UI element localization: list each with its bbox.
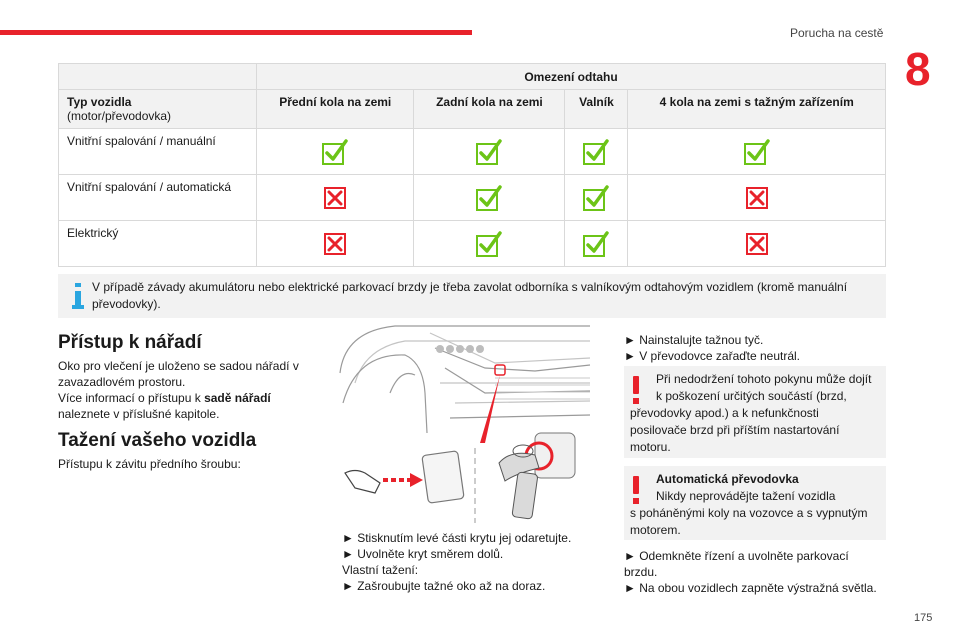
column-header: 4 kola na zemi s tažným zařízením: [628, 90, 886, 129]
tools-line: [58, 390, 328, 406]
check-icon: [322, 139, 348, 165]
info-note: [58, 274, 886, 318]
towing-restrictions-table: [58, 63, 886, 267]
table-row: [59, 221, 886, 267]
mark-cell: [257, 129, 414, 175]
mark-cell: [565, 175, 628, 221]
towing-heading: Tažení vašeho vozidla: [58, 430, 257, 451]
cross-icon: [744, 231, 770, 257]
warning-line: Nikdy neprovádějte tažení vozidla: [656, 489, 836, 503]
right-steps: [624, 332, 886, 364]
step-text: ► Stisknutím levé části krytu jej odaretujte.: [342, 531, 572, 545]
mark-cell: [414, 129, 565, 175]
warning-line: motorem.: [630, 523, 681, 537]
mark-cell: [565, 129, 628, 175]
tow-cover-highlight: [495, 365, 505, 375]
warning-icon: [632, 476, 640, 504]
middle-steps: [342, 530, 602, 594]
step-text: brzdu.: [624, 565, 658, 579]
info-note-text: V případě závady akumulátoru nebo elektrické parkovací brzdy je třeba zavolat odborníka s valníkovým odtahovým vozidlem (kromě manuální převodovky).: [92, 280, 848, 311]
group-header: Omezení odtahu: [257, 64, 886, 90]
mark-cell: [628, 175, 886, 221]
mark-cell: [257, 221, 414, 267]
column-header: Přední kola na zemi: [257, 90, 414, 129]
tools-line: Oko pro vlečení je uloženo se sadou nářadí v: [58, 359, 299, 373]
column-header: Zadní kola na zemi: [414, 90, 565, 129]
mark-cell: [628, 221, 886, 267]
table-corner-cell: [59, 64, 257, 90]
row-label: Vnitřní spalování / manuální: [59, 129, 257, 175]
mark-cell: [628, 129, 886, 175]
tools-text: [58, 358, 328, 422]
info-icon: [72, 283, 84, 309]
warning-line: s poháněnými koly na vozovce a s vypnutým: [630, 506, 868, 520]
vehicle-type-title: Typ vozidla: [67, 95, 132, 109]
vehicle-type-header: [59, 90, 257, 129]
warning-line: motoru.: [630, 440, 671, 454]
mark-cell: [414, 221, 565, 267]
final-steps: [624, 548, 886, 596]
towing-eye-illustration: [335, 323, 597, 528]
chapter-number: 8: [905, 43, 931, 95]
mark-cell: [257, 175, 414, 221]
cross-icon: [322, 185, 348, 211]
tools-line-text: Více informací o přístupu k: [58, 391, 205, 405]
step-text: ► Na obou vozidlech zapněte výstražná světla.: [624, 581, 877, 595]
cover-removal-drawing: [345, 451, 464, 504]
mark-cell: [414, 175, 565, 221]
towing-text: Přístupu k závitu předního šroubu:: [58, 457, 241, 471]
step-text: ► V převodovce zařaďte neutrál.: [624, 349, 801, 363]
check-icon: [476, 139, 502, 165]
header-accent-bar: [0, 30, 472, 35]
row-label: Vnitřní spalování / automatická: [59, 175, 257, 221]
table-row: [59, 129, 886, 175]
step-text: ► Zašroubujte tažné oko až na doraz.: [342, 579, 546, 593]
tool-kit-reference: sadě nářadí: [204, 391, 271, 405]
mark-cell: [565, 221, 628, 267]
tools-line: zavazadlovém prostoru.: [58, 375, 186, 389]
step-text: ► Nainstalujte tažnou tyč.: [624, 333, 764, 347]
section-title: Porucha na cestě: [790, 26, 884, 40]
warning-line: k poškození určitých součástí (brzd,: [656, 389, 847, 403]
check-icon: [476, 185, 502, 211]
step-text: ► Odemkněte řízení a uvolněte parkovací: [624, 549, 849, 563]
check-icon: [583, 139, 609, 165]
row-label: Elektrický: [59, 221, 257, 267]
check-icon: [583, 185, 609, 211]
table-row: [59, 175, 886, 221]
cross-icon: [744, 185, 770, 211]
page-number: 175: [914, 612, 933, 624]
warning-box-brakes: [624, 366, 886, 458]
check-icon: [744, 139, 770, 165]
grille-drawing: [495, 378, 590, 399]
step-text: ► Uvolněte kryt směrem dolů.: [342, 547, 504, 561]
tools-heading: Přístup k nářadí: [58, 332, 202, 353]
pointer-wedge: [480, 375, 500, 443]
warning-line: převodovky apod.) a k nefunkčnosti: [630, 406, 819, 420]
vehicle-type-subtitle: (motor/převodovka): [67, 109, 172, 123]
tow-eye-drawing: [499, 433, 575, 519]
cross-icon: [322, 231, 348, 257]
step-text: Vlastní tažení:: [342, 563, 419, 577]
column-header: Valník: [565, 90, 628, 129]
warning-icon: [632, 376, 640, 404]
warning-box-automatic: [624, 466, 886, 540]
check-icon: [476, 231, 502, 257]
warning-line: Při nedodržení tohoto pokynu může dojít: [656, 372, 872, 386]
warning-line: posilovače brzd při příštím nastartování: [630, 423, 840, 437]
tools-line: naleznete v příslušné kapitole.: [58, 407, 220, 421]
warning-title: Automatická převodovka: [656, 472, 799, 486]
check-icon: [583, 231, 609, 257]
